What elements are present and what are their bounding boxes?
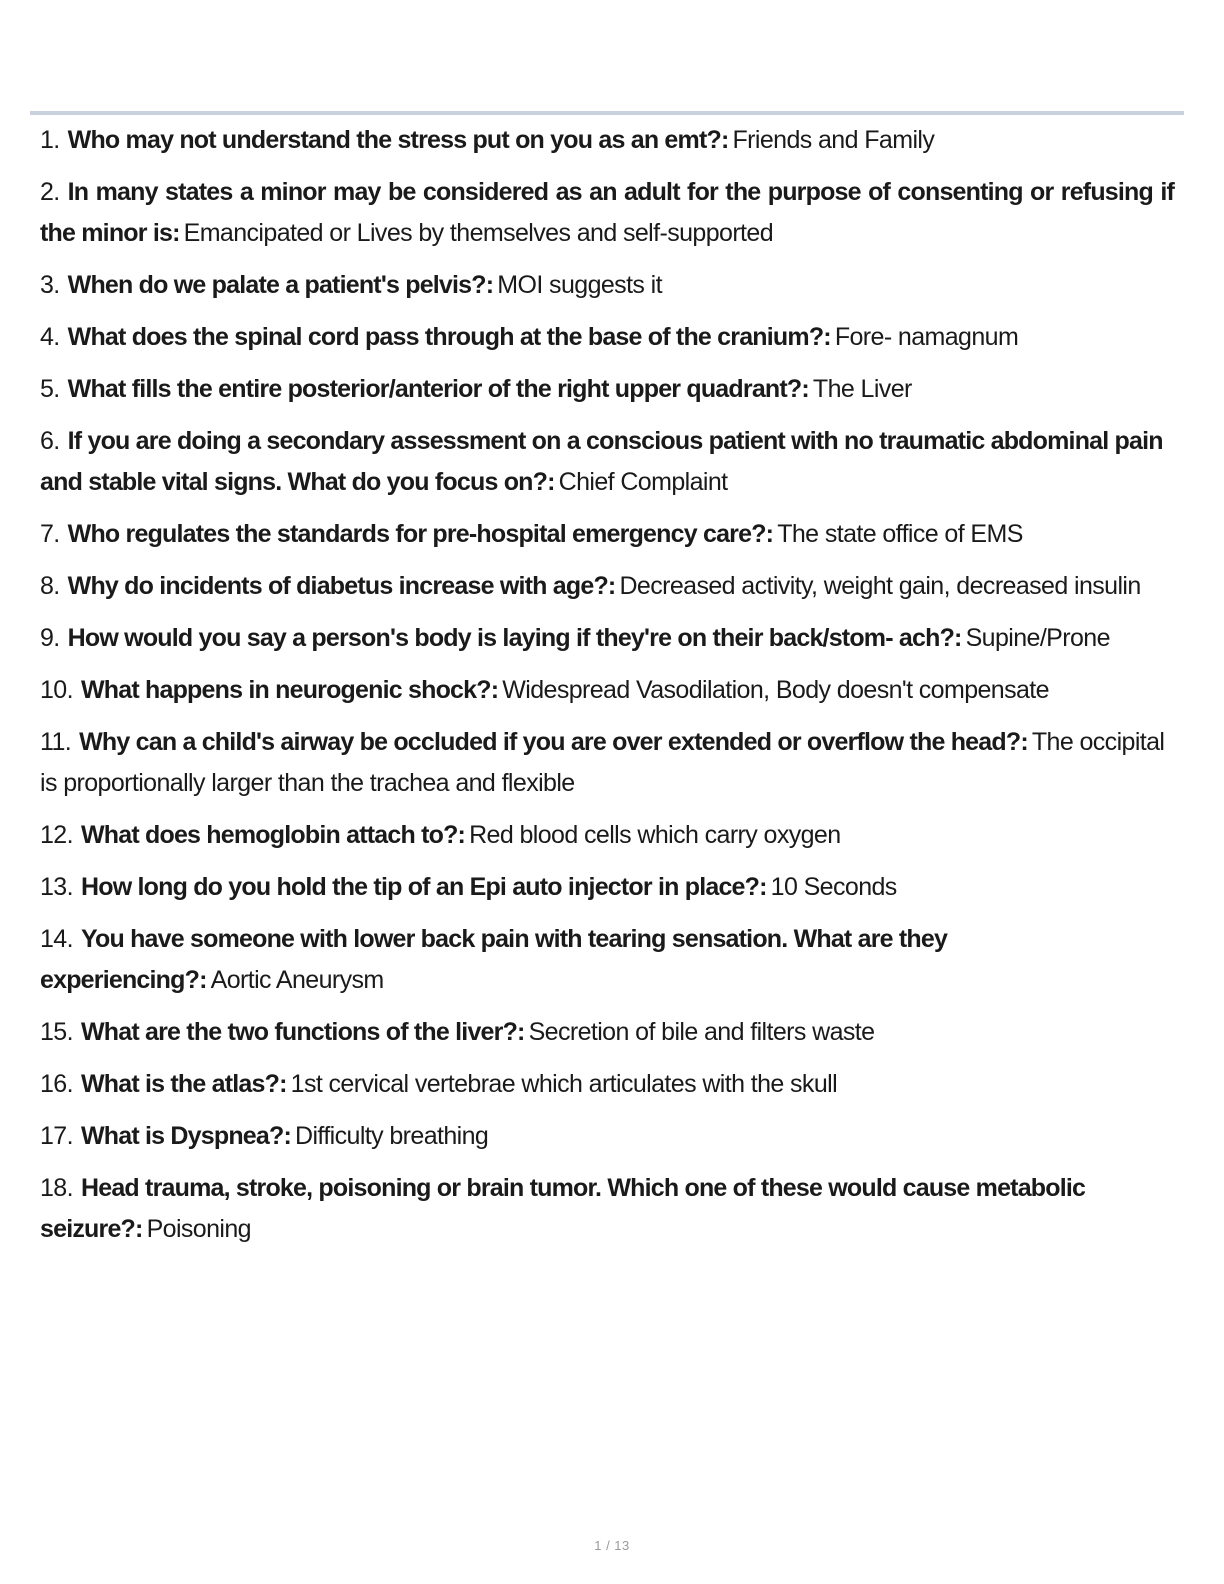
answer-text: The occipital is proportionally larger than the trachea and flexible [40,728,1165,797]
question-text: What are the two functions of the liver?: [80,1018,525,1046]
answer-text: 1st cervical vertebrae which articulates with the skull [290,1070,838,1098]
item-number: 10. [40,676,73,704]
answer-text: Friends and Family [732,126,935,154]
list-item [40,317,1174,358]
item-number: 1. [40,126,60,154]
question-text: What fills the entire posterior/anterior of the right upper quadrant?: [67,375,809,403]
answer-text: Secretion of bile and filters waste [528,1018,875,1046]
question-text: You have someone with lower back pain with tearing sensation. What are they experiencing?: [40,925,948,994]
list-item [40,1064,1174,1105]
list-item [40,1116,1174,1157]
item-number: 11. [40,728,72,756]
list-item [40,421,1174,503]
list-item [40,722,1174,804]
item-number: 15. [40,1018,73,1046]
answer-text: Aortic Aneurysm [210,966,384,994]
list-item [40,265,1174,306]
answer-text: Difficulty breathing [295,1122,489,1150]
answer-text: Red blood cells which carry oxygen [469,821,841,849]
answer-text: MOI suggests it [497,271,662,299]
page-indicator: 1 / 13 [594,1538,630,1553]
list-item [40,867,1174,908]
list-item [40,1012,1174,1053]
answer-text: 10 Seconds [770,873,897,901]
answer-text: Poisoning [146,1215,251,1243]
item-number: 13. [40,873,73,901]
list-item [40,172,1174,254]
item-number: 6. [40,427,60,455]
question-text: In many states a minor may be considered as an adult for the purpose of consenting or refusing if the minor is: [40,178,1174,247]
item-number: 9. [40,624,60,652]
list-item [40,1168,1174,1250]
list-item [40,618,1174,659]
list-item [40,670,1174,711]
qa-list [40,120,1174,1261]
list-item [40,566,1174,607]
question-text: How long do you hold the tip of an Epi auto injector in place?: [80,873,767,901]
item-number: 4. [40,323,60,351]
item-number: 8. [40,572,60,600]
answer-text: Widespread Vasodilation, Body doesn't compensate [502,676,1049,704]
item-number: 5. [40,375,60,403]
question-text: If you are doing a secondary assessment on a conscious patient with no traumatic abdominal pain and stable vital signs. What do you focus on?: [40,427,1163,496]
question-text: Who may not understand the stress put on you as an emt?: [67,126,729,154]
answer-text: Decreased activity, weight gain, decreased insulin [619,572,1141,600]
item-number: 7. [40,520,60,548]
answer-text: Emancipated or Lives by themselves and self-supported [183,219,773,247]
list-item [40,815,1174,856]
question-text: Why can a child's airway be occluded if you are over extended or overflow the head?: [79,728,1028,756]
question-text: Head trauma, stroke, poisoning or brain tumor. Which one of these would cause metabolic seizure?: [40,1174,1086,1243]
question-text: When do we palate a patient's pelvis?: [67,271,494,299]
answer-text: The state office of EMS [777,520,1023,548]
question-text: What does hemoglobin attach to?: [80,821,466,849]
list-item [40,919,1174,1001]
question-text: What does the spinal cord pass through at the base of the cranium?: [67,323,831,351]
answer-text: The Liver [812,375,912,403]
question-text: Why do incidents of diabetus increase with age?: [67,572,616,600]
list-item [40,369,1174,410]
answer-text: Supine/Prone [965,624,1110,652]
answer-text: Chief Complaint [558,468,728,496]
question-text: How would you say a person's body is laying if they're on their back/stom- ach?: [67,624,962,652]
question-text: What is the atlas?: [80,1070,287,1098]
header-rule [30,111,1184,115]
item-number: 3. [40,271,60,299]
item-number: 17. [40,1122,73,1150]
question-text: Who regulates the standards for pre-hospital emergency care?: [67,520,774,548]
item-number: 16. [40,1070,73,1098]
item-number: 12. [40,821,73,849]
item-number: 14. [40,925,73,953]
list-item [40,514,1174,555]
item-number: 2. [40,178,60,206]
item-number: 18. [40,1174,73,1202]
question-text: What happens in neurogenic shock?: [80,676,499,704]
answer-text: Fore- namagnum [834,323,1019,351]
list-item [40,120,1174,161]
question-text: What is Dyspnea?: [80,1122,292,1150]
